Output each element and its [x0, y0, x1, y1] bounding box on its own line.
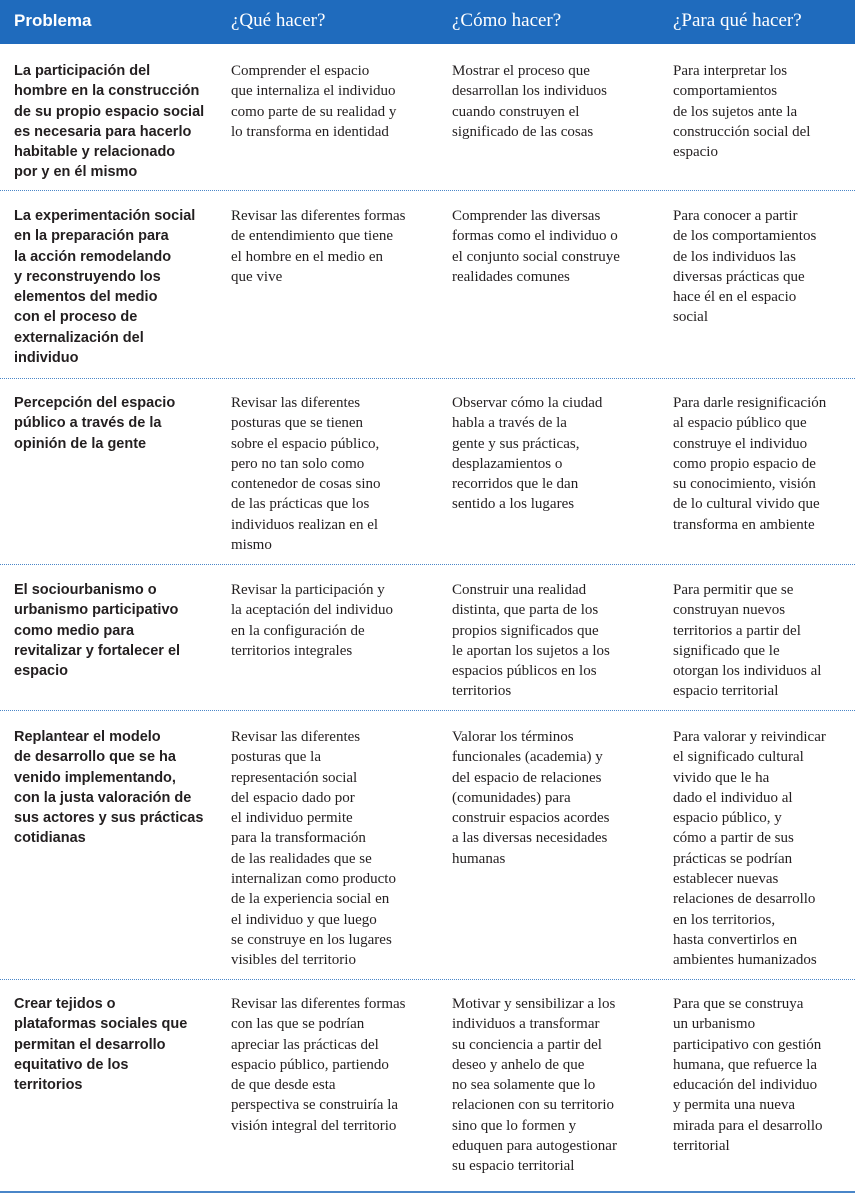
- table-bottom-rule: [0, 1191, 855, 1193]
- cell-que-hacer: Revisar las diferentes posturas que la representación social del espacio dado por el individuo permite para la transformación de las realidades que se internalizan como producto de la experiencia social en el individuo y que luego se construye en los lugares visibles del territorio: [231, 729, 396, 969]
- cell-que-hacer: Revisar la participación y la aceptación del individuo en la configuración de territorios integrales: [231, 582, 394, 659]
- cell-problema: El sociourbanismo o urbanismo participativo como medio para revitalizar y fortalecer el espacio: [14, 582, 181, 680]
- header-problema: Problema: [14, 11, 92, 30]
- cell-para-que-hacer: Para darle resignificación al espacio público que construye el individuo como propio espacio de su conocimiento, visión de lo cultural vivido que transforma en ambiente: [673, 395, 827, 533]
- cell-que-hacer: Revisar las diferentes formas con las que se podrían apreciar las prácticas del espacio público, partiendo de que desde esta perspectiva se construiría la visión integral del territorio: [231, 996, 406, 1134]
- row-divider: [0, 190, 855, 191]
- cell-para-que-hacer: Para interpretar los comportamientos de los sujetos ante la construcción social del espacio: [673, 63, 811, 161]
- cell-problema: La experimentación social en la preparación para la acción remodelando y reconstruyendo los elementos del medio con el proceso de externalización del individuo: [14, 208, 196, 367]
- cell-como-hacer: Motivar y sensibilizar a los individuos a transformar su conciencia a partir del deseo y anhelo de que no sea solamente que lo relacionen con su territorio sino que lo formen y eduquen para autogestionar su espacio territorial: [452, 996, 617, 1175]
- cell-problema: Crear tejidos o plataformas sociales que permitan el desarrollo equitativo de los territorios: [14, 996, 188, 1094]
- cell-para-que-hacer: Para permitir que se construyan nuevos territorios a partir del significado que le otorgan los individuos al espacio territorial: [673, 582, 822, 700]
- header-para-que-hacer: ¿Para qué hacer?: [673, 10, 802, 31]
- cell-que-hacer: Revisar las diferentes posturas que se tienen sobre el espacio público, pero no tan solo como contenedor de cosas sino de las prácticas que los individuos realizan en el mismo: [231, 395, 381, 554]
- cell-problema: Percepción del espacio público a través de la opinión de la gente: [14, 395, 176, 452]
- cell-para-que-hacer: Para conocer a partir de los comportamientos de los individuos las diversas prácticas que hace él en el espacio social: [673, 208, 817, 326]
- row-divider: [0, 710, 855, 711]
- table-header: [0, 0, 855, 44]
- cell-como-hacer: Mostrar el proceso que desarrollan los individuos cuando construyen el significado de las cosas: [452, 63, 607, 140]
- row-divider: [0, 564, 855, 565]
- cell-como-hacer: Observar cómo la ciudad habla a través de la gente y sus prácticas, desplazamientos o recorridos que le dan sentido a los lugares: [452, 395, 603, 513]
- cell-que-hacer: Revisar las diferentes formas de entendimiento que tiene el hombre en el medio en que vive: [231, 208, 406, 285]
- row-divider: [0, 378, 855, 379]
- cell-para-que-hacer: Para valorar y reivindicar el significado cultural vivido que le ha dado el individuo al espacio público, y cómo a partir de sus prácticas se podrían establecer nuevas relaciones de desarrollo en los territorios, hasta convertirlos en ambientes humanizados: [673, 729, 826, 969]
- cell-problema: Replantear el modelo de desarrollo que se ha venido implementando, con la justa valoración de sus actores y sus prácticas cotidianas: [14, 729, 204, 847]
- cell-como-hacer: Comprender las diversas formas como el individuo o el conjunto social construye realidades comunes: [452, 208, 620, 285]
- cell-problema: La participación del hombre en la construcción de su propio espacio social es necesaria para hacerlo habitable y relacionado por y en él mismo: [14, 63, 205, 181]
- row-divider: [0, 979, 855, 980]
- header-como-hacer: ¿Cómo hacer?: [452, 10, 562, 31]
- header-que-hacer: ¿Qué hacer?: [231, 10, 326, 31]
- cell-que-hacer: Comprender el espacio que internaliza el individuo como parte de su realidad y lo transforma en identidad: [231, 63, 397, 140]
- cell-para-que-hacer: Para que se construya un urbanismo participativo con gestión humana, que refuerce la educación del individuo y permita una nueva mirada para el desarrollo territorial: [673, 996, 823, 1155]
- cell-como-hacer: Valorar los términos funcionales (academia) y del espacio de relaciones (comunidades) para construir espacios acordes a las diversas necesidades humanas: [452, 729, 610, 867]
- cell-como-hacer: Construir una realidad distinta, que parta de los propios significados que le aportan los sujetos a los espacios públicos en los territorios: [452, 582, 610, 700]
